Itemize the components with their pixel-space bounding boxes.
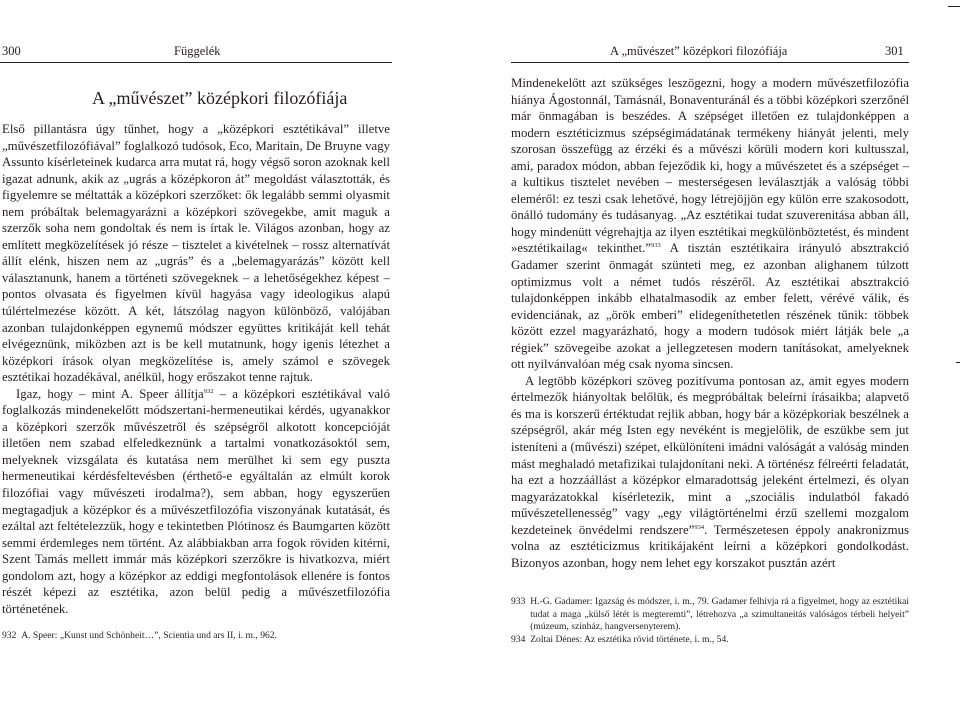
crop-mark	[956, 362, 960, 363]
footnote-ref: 932	[203, 387, 214, 395]
body-text	[2, 121, 390, 617]
paragraph	[511, 373, 909, 572]
right-page	[480, 0, 960, 724]
text-run: A tisztán esztétikaira irányuló absztrakció Gadamer szerint önmagát szünteti meg, ez azonban alighanem túlzott optimizmus volt a német tudós részéről. Az esztétikai absztrakció tulajdonképpen inkább elhatalmasodik az ember felett, vérévé válik, és evidenciának, az „örök emberi” elidegeníthetetlen részének tűnik: többek között ezzel magyarázható, hogy a modern tudósok miért látják bele „a régiek” szövegeibe azokat a jellegzetesen modern tanításokat, amelyeknek ott nyilvánvalóan még csak nyoma sincsen.	[511, 241, 909, 372]
footnote-text: H.-G. Gadamer: Igazság és módszer, i. m., 79. Gadamer felhívja rá a figyelmet, hogy az esztétikai tudat a maga „külső létét is megteremti”, létrehozva „a szimultaneitás valóságos térbeli helyeit” (múzeum, színház, hangversenyterem).	[530, 596, 909, 632]
footnote-number: 934	[511, 633, 526, 645]
paragraph	[2, 386, 390, 618]
footnote	[2, 630, 390, 643]
running-head: Függelék	[174, 44, 221, 58]
footnote-number: 933	[511, 596, 526, 607]
crop-mark	[948, 6, 960, 7]
footnote	[511, 634, 909, 647]
text-run: . Természetesen éppoly anakronizmus volna az esztéticizmus kritikájaként leírni a középkori gondolkodást. Bizonyos azonban, hogy nem lehet egy korszakot pusztán azért	[511, 522, 909, 570]
text-run: A legtöbb középkori szöveg pozitívuma pontosan az, amit egyes modern értelmezők hiányoltak belőlük, és megpróbáltak beleírni írásaikba; alapvető és ma is korszerű értéktudat rejlik abban, hogy bár a középkoriak beszélnek a szépségről, akár még Isten egy nevéként is megjelölik, de eszükbe sem jut isteníteni a (művészi) szépet, elkülöníteni imádni valóságát a valóság minden mást meghaladó metafizikai tulajdonítani neki. A történész félreérti feladatát, ha ezt a hozzáállást a középkor elmaradottság jeleként értelmezi, és olyan magyarázatokkal kísérletezik, mint a „szociális indulatból fakadó művészetellenesség” vagy „egy világtörténelmi érzű szellemi mozgalom kezdeteinek önvédelmi rendszere”	[511, 373, 909, 537]
footnote-ref: 934	[694, 523, 705, 531]
running-head: A „művészet” középkori filozófiája	[610, 44, 788, 58]
footnotes	[2, 630, 390, 643]
paragraph	[2, 121, 390, 386]
body-text	[511, 75, 909, 571]
page-number: 301	[885, 44, 904, 58]
text-run: – a középkori esztétikával való foglalkozás mindenekelőtt módszertani-hermeneutikai kérdés, ugyanakkor a középkori szerzők művészetről és szépségről alkotott koncepcióját illetően nem szabad elfeledkeznünk a tartalmi vonatkozásoktól sem, melyeknek vizsgálata és kutatása nem merülhet ki sem egy puszta hermeneutikai kérdésfeltevésben (érthető-e egyáltalán az elmúlt korok filozófiai vagy művészeti irodalma?), sem abban, hogy egyszerűen megtagadjuk a középkor és a művészetfilozófia viszonyának kutatását, és ezáltal azt feltételezzük, hogy e tekintetben Plótinosz és Baumgarten között semmi érdemleges nem történt. Az alábbiakban arra fogok röviden kitérni, Szent Tamás mellett immár más középkori szerzőkre is hivatkozva, miért gondolom azt, hogy a középkor az eddigi megfontolások ellenére is fontos részét képezi az esztétika, azon belül pedig a művészetfilozófia történetének.	[2, 386, 390, 616]
header-rule	[0, 62, 392, 63]
footnote-text: A. Speer: „Kunst und Schönheit…”, Scientia und ars II, i. m., 962.	[21, 630, 277, 641]
page-number: 300	[2, 44, 21, 58]
header-rule	[511, 62, 909, 63]
text-run: Mindenekelőtt azt szükséges leszögezni, hogy a modern művészetfilozófia hiánya Ágostonnál, Tamásnál, Bonaventuránál és a többi középkori szerzőnél már önmagában is beszédes. A szépséget illetően ez tulajdonképpen a modern esztéticizmus szépségimádatának termékeny hiányát jelenti, mely szorosan összefügg az érzéki és a művészi körüli modern kori kultusszal, ami, paradox módon, abban fejeződik ki, hogy a művészetet és a szépséget – a kultikus tisztelet nevében – mesterségesen leválasztják a valóság többi eleméről: ez teszi csak lehetővé, hogy létrejöjjön egy külön erre szakosodott, önálló tudomány és tudásanyag. „Az esztétikai tudat szuverenitása abban áll, hogy mindenütt végrehajtja az ilyen esztétikai megkülönböztetést, és mindent »esztétikailag« tekinthet.”	[511, 76, 909, 256]
chapter-title: A „művészet” középkori filozófiája	[92, 88, 348, 108]
footnote	[511, 596, 909, 634]
text-run: Igaz, hogy – mint A. Speer állítja	[16, 386, 204, 401]
footnotes	[511, 596, 909, 646]
paragraph	[511, 75, 909, 373]
footnote-ref: 933	[650, 242, 661, 250]
text-run: Első pillantásra úgy tűnhet, hogy a „középkori esztétikával” illetve „művészetfilozófiával” foglalkozó tudósok, Eco, Maritain, De Bruyne vagy Assunto kísérleteinek kudarca arra mutat rá, hogy végső soron azoknak kell igazat adnunk, akik az „ugrás a középkoron át” megoldást választották, és figyelemre se méltatták a középkori szerzőket: ők legalább semmi olyasmit nem próbáltak belemagyarázni a középkori szövegekbe, amit maguk a szerzők soha nem gondoltak és nem is írtak le. Világos azonban, hogy az említett megközelítések jó része – tisztelet a kivételnek – rossz alternatívát állít elénk, hiszen nem az „ugrás” és a „belemagyarázás” között kell választanunk, hanem a történeti szövegeknek – a lehetőségekhez képest – pontos olvasata és figyelmen kívül hagyása vagy ideologikus alapú túlértelmezése között. A két, látszólag nagyon különböző, valójában azonban tulajdonképpen egynemű módszer együttes kritikáját kell tehát elvégeznünk, miközben azt is be kell mutatnunk, hogy igenis létezhet a középkori írások olyan megközelítése is, amely számol e szövegek esztétikai hozadékával, anélkül, hogy erőszakot tenne rajtuk.	[2, 122, 390, 385]
footnote-number: 932	[2, 630, 17, 641]
footnote-text: Zoltai Dénes: Az esztétika rövid története, i. m., 54.	[530, 633, 729, 645]
